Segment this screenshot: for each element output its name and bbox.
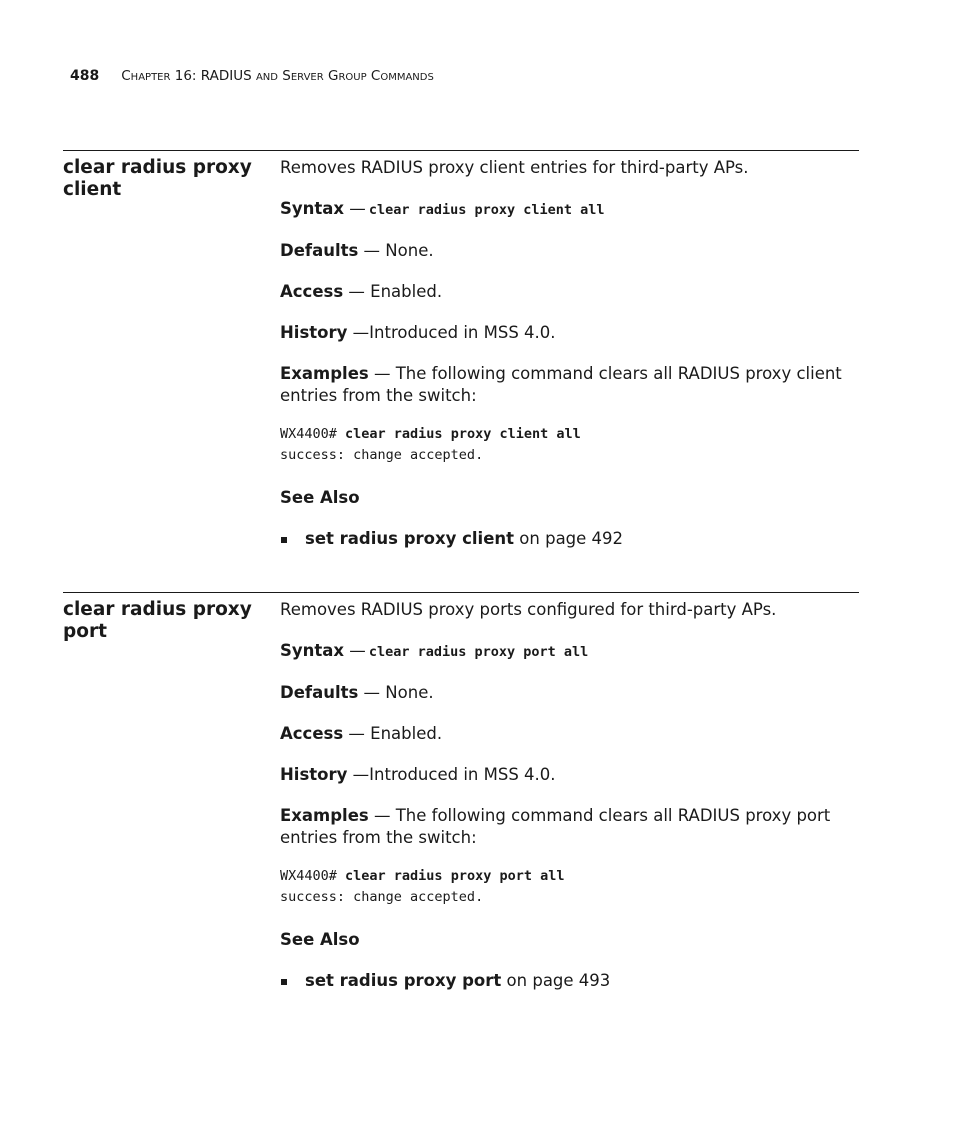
access-label: Access xyxy=(280,724,344,743)
code-result: success: change accepted. xyxy=(280,447,484,463)
bullet-icon xyxy=(281,537,287,543)
command-section-clear-radius-proxy-client xyxy=(63,150,859,548)
code-result: success: change accepted. xyxy=(280,889,484,905)
code-example xyxy=(280,866,850,908)
syntax-command: clear radius proxy port all xyxy=(368,644,589,660)
code-command: clear radius proxy port all xyxy=(345,868,565,884)
history-line: History —Introduced in MSS 4.0. xyxy=(280,765,556,784)
page-number: 488 xyxy=(70,68,100,84)
running-header xyxy=(70,67,434,87)
syntax-label: Syntax xyxy=(280,199,345,218)
history-label: History xyxy=(280,323,348,342)
description: Removes RADIUS proxy client entries for third-party APs. xyxy=(280,158,749,177)
history-line: History —Introduced in MSS 4.0. xyxy=(280,323,556,342)
code-prompt: WX4400# xyxy=(280,868,346,884)
see-also-heading: See Also xyxy=(280,930,360,949)
history-label: History xyxy=(280,765,348,784)
examples-label: Examples xyxy=(280,364,369,383)
command-heading: clear radius proxy port xyxy=(63,599,252,642)
access-line: Access — Enabled. xyxy=(280,724,443,743)
defaults-line: Defaults — None. xyxy=(280,241,434,260)
defaults-label: Defaults xyxy=(280,241,359,260)
command-heading: clear radius proxy client xyxy=(63,157,252,200)
command-body xyxy=(280,157,850,550)
command-section-clear-radius-proxy-port xyxy=(63,592,859,990)
bullet-icon xyxy=(281,979,287,985)
defaults-line: Defaults — None. xyxy=(280,683,434,702)
syntax-command: clear radius proxy client all xyxy=(368,202,605,218)
description: Removes RADIUS proxy ports configured for third-party APs. xyxy=(280,600,777,619)
command-body xyxy=(280,599,850,992)
access-label: Access xyxy=(280,282,344,301)
see-also-page: on page 492 xyxy=(514,529,624,548)
examples-line: Examples — The following command clears all RADIUS proxy client entries from the switch: xyxy=(280,364,842,405)
code-prompt: WX4400# xyxy=(280,426,346,442)
examples-label: Examples xyxy=(280,806,369,825)
access-line: Access — Enabled. xyxy=(280,282,443,301)
code-command: clear radius proxy client all xyxy=(345,426,581,442)
see-also-link[interactable]: set radius proxy port xyxy=(305,971,502,990)
examples-line: Examples — The following command clears all RADIUS proxy port entries from the switch: xyxy=(280,806,831,847)
see-also-heading: See Also xyxy=(280,488,360,507)
see-also-link[interactable]: set radius proxy client xyxy=(305,529,515,548)
see-also-item xyxy=(280,528,850,550)
syntax-line: Syntax — clear radius proxy port all xyxy=(280,641,589,660)
syntax-line: Syntax — clear radius proxy client all xyxy=(280,199,605,218)
chapter-title: CHAPTER 16: RADIUS AND SERVER GROUP COMMANDS xyxy=(121,68,434,84)
defaults-label: Defaults xyxy=(280,683,359,702)
code-example xyxy=(280,424,850,466)
see-also-page: on page 493 xyxy=(501,971,611,990)
syntax-label: Syntax xyxy=(280,641,345,660)
see-also-item xyxy=(280,970,850,992)
